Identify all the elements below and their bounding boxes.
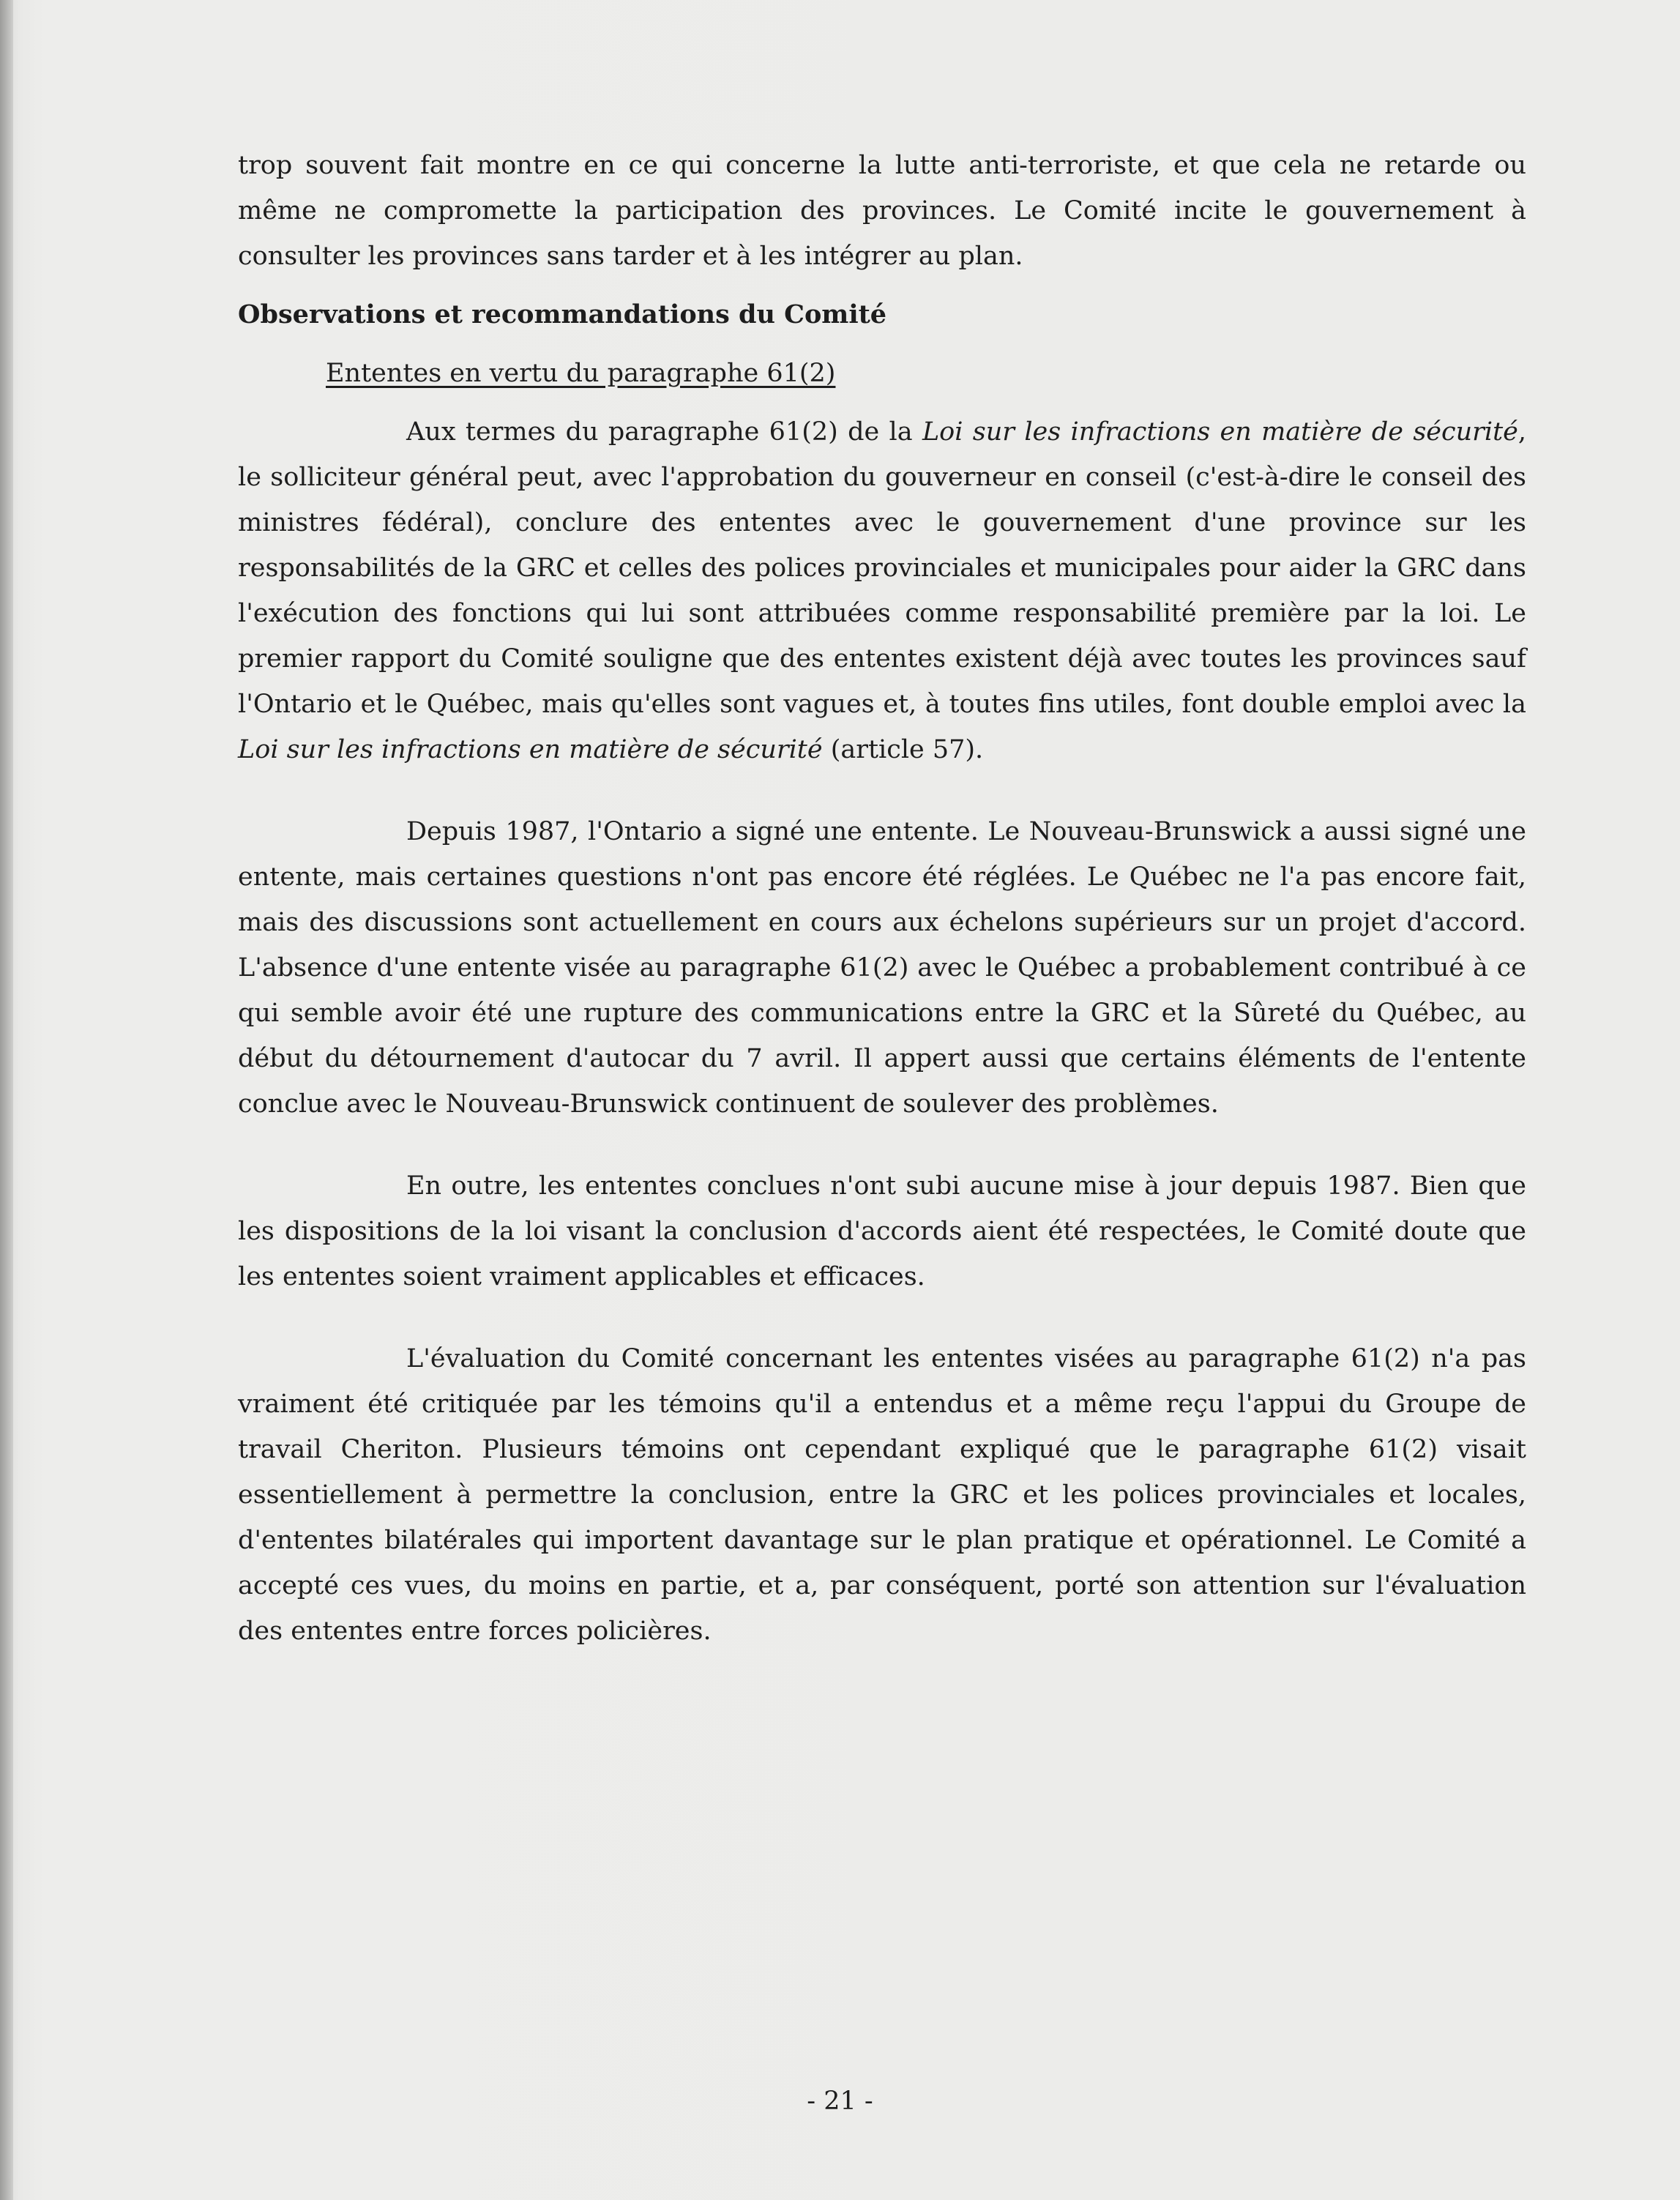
page-number: - 21 -	[807, 2087, 873, 2116]
paragraph-text-segment: (article 57).	[822, 735, 984, 764]
law-title-italic: Loi sur les infractions en matière de sécurité	[922, 417, 1518, 447]
paragraph-61-2-terms	[238, 409, 1526, 772]
page-content	[238, 143, 1526, 1654]
paragraph-text-segment: Aux termes du paragraphe 61(2) de la	[406, 417, 922, 447]
paragraph-since-1987: Depuis 1987, l'Ontario a signé une entente. Le Nouveau-Brunswick a aussi signé une entente, mais certaines questions n'ont pas encore été réglées. Le Québec ne l'a pas encore fait, mais des discussions sont actuellement en cours aux échelons supérieurs sur un projet d'accord. L'absence d'une entente visée au paragraphe 61(2) avec le Québec a probablement contribué à ce qui semble avoir été une rupture des communications entre la GRC et la Sûreté du Québec, au début du détournement d'autocar du 7 avril. Il appert aussi que certains éléments de l'entente conclue avec le Nouveau-Brunswick continuent de soulever des problèmes.	[238, 817, 1526, 1119]
law-title-italic: Loi sur les infractions en matière de sécurité	[238, 735, 823, 764]
paragraph-evaluation: L'évaluation du Comité concernant les ententes visées au paragraphe 61(2) n'a pas vraiment été critiquée par les témoins qu'il a entendus et a même reçu l'appui du Groupe de travail Cheriton. Plusieurs témoins ont cependant expliqué que le paragraphe 61(2) visait essentiellement à permettre la conclusion, entre la GRC et les polices provinciales et locales, d'ententes bilatérales qui importent davantage sur le plan pratique et opérationnel. Le Comité a accepté ces vues, du moins en partie, et a, par conséquent, porté son attention sur l'évaluation des ententes entre forces policières.	[238, 1344, 1526, 1646]
binding-edge	[0, 0, 13, 2200]
section-heading: Observations et recommandations du Comité	[238, 299, 887, 329]
paragraph-no-update: En outre, les ententes conclues n'ont subi aucune mise à jour depuis 1987. Bien que les dispositions de la loi visant la conclusion d'accords aient été respectées, le Comité doute que les ententes soient vraiment applicables et efficaces.	[238, 1171, 1526, 1291]
paragraph-text-segment: , le solliciteur général peut, avec l'approbation du gouverneur en conseil (c'est-à-dire le conseil des ministres fédéral), conclure des ententes avec le gouvernement d'une province sur les responsabilités de la GRC et celles des polices provinciales et municipales pour aider la GRC dans l'exécution des fonctions qui lui sont attribuées comme responsabilité première par la loi. Le premier rapport du Comité souligne que des ententes existent déjà avec toutes les provinces sauf l'Ontario et le Québec, mais qu'elles sont vagues et, à toutes fins utiles, font double emploi avec la	[238, 417, 1527, 719]
section-subheading: Ententes en vertu du paragraphe 61(2)	[326, 359, 836, 388]
continuation-paragraph: trop souvent fait montre en ce qui concerne la lutte anti-terroriste, et que cela ne retarde ou même ne compromette la participation des provinces. Le Comité incite le gouvernement à consulter les provinces sans tarder et à les intégrer au plan.	[238, 151, 1526, 271]
